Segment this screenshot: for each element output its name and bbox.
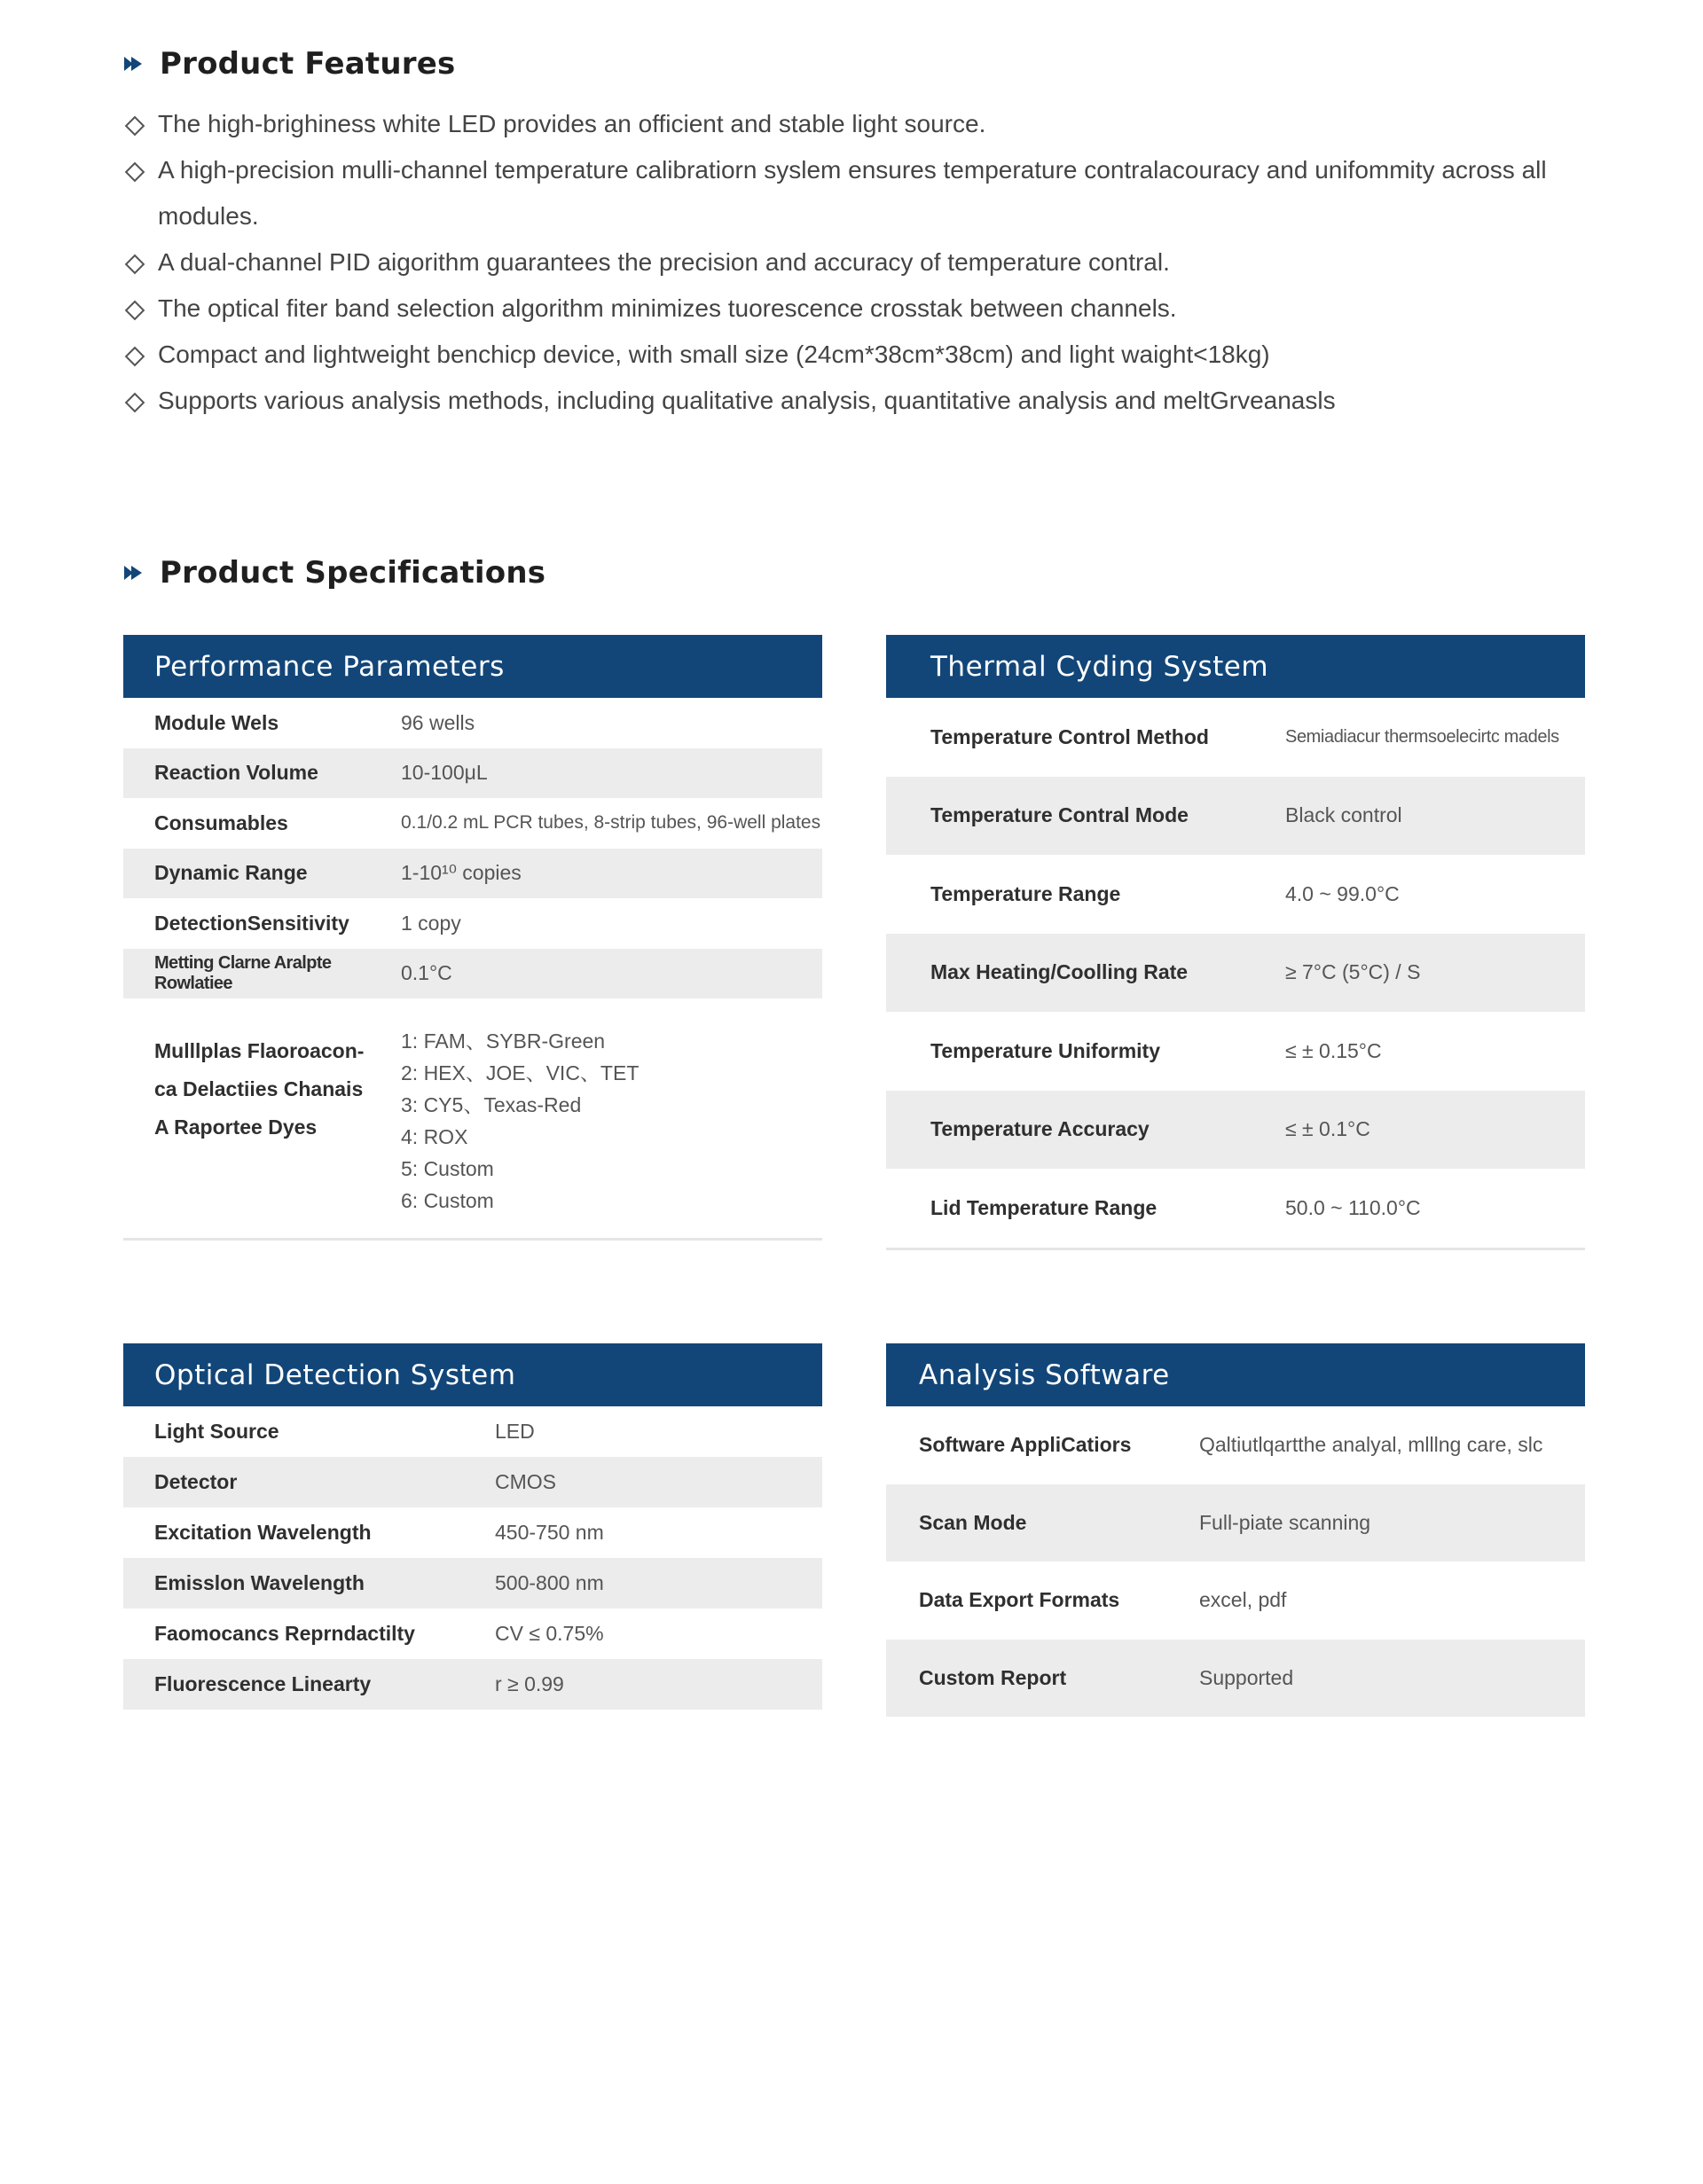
spec-value: r ≥ 0.99 xyxy=(495,1672,564,1695)
performance-parameters-card xyxy=(123,635,822,1241)
spec-key: Emisslon Wavelength xyxy=(154,1571,365,1594)
spec-value: 10-100μL xyxy=(401,761,488,785)
card-rows xyxy=(886,1406,1585,1717)
spec-row xyxy=(123,798,822,849)
spec-value: Black control xyxy=(1285,803,1402,827)
spec-row xyxy=(886,777,1585,856)
specifications-heading xyxy=(122,555,545,591)
feature-item: Supports various analysis methods, including qualitative analysis, quantitative analysis and meltGrveanasls xyxy=(122,378,1586,424)
spec-key: Scan Mode xyxy=(919,1510,1027,1534)
spec-row xyxy=(886,1169,1585,1248)
spec-row xyxy=(123,698,822,748)
spec-key: Lid Temperature Range xyxy=(930,1195,1158,1219)
spec-key: Max Heating/Coolling Rate xyxy=(930,960,1189,984)
spec-row xyxy=(886,1562,1585,1640)
diamond-icon xyxy=(125,254,145,275)
spec-value: ≤ ± 0.15°C xyxy=(1285,1038,1382,1062)
spec-value: CV ≤ 0.75% xyxy=(495,1622,604,1645)
spec-row xyxy=(123,898,822,949)
spec-row-multiplex xyxy=(123,998,822,1238)
spec-row xyxy=(886,698,1585,777)
spec-value: LED xyxy=(495,1420,535,1443)
diamond-icon xyxy=(125,393,145,413)
spec-key: Excitation Wavelength xyxy=(154,1521,372,1544)
spec-key: Faomocancs Reprndactilty xyxy=(154,1622,415,1645)
card-rows xyxy=(886,698,1585,1250)
spec-key: Temperature Range xyxy=(930,881,1121,905)
feature-item: The high-brighiness white LED provides an officient and stable light source. xyxy=(122,101,1586,147)
optical-detection-card xyxy=(123,1343,822,1710)
spec-value: 1 copy xyxy=(401,911,461,935)
spec-key: DetectionSensitivity xyxy=(154,911,349,935)
spec-row xyxy=(123,1507,822,1558)
spec-value: excel, pdf xyxy=(1199,1588,1287,1612)
card-rows xyxy=(123,698,822,1241)
spec-key: Temperature Accuracy xyxy=(930,1117,1150,1141)
spec-row xyxy=(886,1012,1585,1091)
spec-key: Software AppliCatiors xyxy=(919,1433,1132,1457)
spec-row xyxy=(123,949,822,999)
dye-channel: 5: Custom xyxy=(401,1157,494,1180)
spec-row xyxy=(886,1484,1585,1562)
feature-item: Compact and lightweight benchicp device, with small size (24cm*38cm*38cm) and light waight<18kg) xyxy=(122,332,1586,378)
spec-row xyxy=(886,934,1585,1013)
spec-key: Consumables xyxy=(154,810,288,834)
spec-value: Qaltiutlqartthe analyal, mlllng care, slc xyxy=(1199,1433,1543,1457)
feature-item: A dual-channel PID aigorithm guarantees the precision and accuracy of temperature contral. xyxy=(122,239,1586,286)
spec-value: 96 wells xyxy=(401,710,475,734)
spec-row xyxy=(123,1558,822,1609)
spec-value: Semiadiacur thermsoelecirtc madels xyxy=(1285,726,1559,747)
spec-value: 4.0 ~ 99.0°C xyxy=(1285,881,1400,905)
spec-value: ≥ 7°C (5°C) / S xyxy=(1285,960,1421,984)
spec-value: CMOS xyxy=(495,1470,556,1493)
spec-key: Temperature Uniformity xyxy=(930,1038,1161,1062)
spec-key: Detector xyxy=(154,1470,238,1493)
spec-key: Mulllplas Flaoroacon- ca Delactiies Chanais A Raportee Dyes xyxy=(154,1039,365,1139)
spec-row xyxy=(123,1659,822,1710)
spec-row xyxy=(123,1609,822,1659)
dye-channel: 6: Custom xyxy=(401,1189,494,1212)
spec-key: Reaction Volume xyxy=(154,761,318,785)
spec-value: 50.0 ~ 110.0°C xyxy=(1285,1195,1421,1219)
spec-value: 0.1/0.2 mL PCR tubes, 8-strip tubes, 96-well plates xyxy=(401,812,821,834)
spec-value: 1-10¹⁰ copies xyxy=(401,861,522,885)
diamond-icon xyxy=(125,116,145,137)
dye-channel: 3: CY5、Texas-Red xyxy=(401,1093,582,1116)
features-list xyxy=(122,101,1586,424)
spec-value: 0.1°C xyxy=(401,961,452,985)
spec-key: Metting Clarne Aralpte Rowlatiee xyxy=(154,952,332,993)
card-header: Thermal Cyding System xyxy=(886,635,1585,698)
spec-row xyxy=(886,1640,1585,1718)
spec-value: Supported xyxy=(1199,1665,1294,1689)
spec-value: ≤ ± 0.1°C xyxy=(1285,1117,1370,1141)
features-title: Product Features xyxy=(160,46,456,82)
diamond-icon xyxy=(125,347,145,367)
double-arrow-icon xyxy=(122,55,145,73)
spec-key: Dynamic Range xyxy=(154,861,308,885)
spec-key: Temperature Contral Mode xyxy=(930,803,1189,827)
spec-key: Temperature Control Method xyxy=(930,724,1209,748)
diamond-icon xyxy=(125,162,145,183)
spec-key: Data Export Formats xyxy=(919,1588,1120,1612)
double-arrow-icon xyxy=(122,564,145,582)
thermal-cycling-card xyxy=(886,635,1585,1250)
spec-value-list xyxy=(401,1025,822,1217)
dye-channel: 1: FAM、SYBR-Green xyxy=(401,1029,606,1053)
features-heading xyxy=(122,46,455,82)
feature-item: The optical fiter band selection algorithm minimizes tuorescence crosstak between channels. xyxy=(122,286,1586,332)
spec-row xyxy=(886,855,1585,934)
spec-row xyxy=(123,748,822,799)
analysis-software-card xyxy=(886,1343,1585,1717)
card-header: Performance Parameters xyxy=(123,635,822,698)
diamond-icon xyxy=(125,301,145,321)
spec-value: Full-piate scanning xyxy=(1199,1510,1371,1534)
spec-row xyxy=(123,849,822,899)
dye-channel: 2: HEX、JOE、VIC、TET xyxy=(401,1061,640,1084)
spec-key: Light Source xyxy=(154,1420,279,1443)
spec-row xyxy=(886,1406,1585,1484)
spec-key: Custom Report xyxy=(919,1665,1067,1689)
spec-value: 450-750 nm xyxy=(495,1521,604,1544)
spec-value: 500-800 nm xyxy=(495,1571,604,1594)
specifications-title: Product Specifications xyxy=(160,555,546,591)
spec-row xyxy=(123,1406,822,1457)
dye-channel: 4: ROX xyxy=(401,1125,468,1148)
spec-key: Fluorescence Linearty xyxy=(154,1672,372,1695)
spec-row xyxy=(886,1091,1585,1170)
feature-item: A high-precision mulli-channel temperature calibratiorn syslem ensures temperature contralacouracy and unifommity across all modules. xyxy=(122,147,1586,239)
card-header: Optical Detection System xyxy=(123,1343,822,1406)
spec-key: Module Wels xyxy=(154,710,279,734)
card-header: Analysis Software xyxy=(886,1343,1585,1406)
card-rows xyxy=(123,1406,822,1710)
spec-row xyxy=(123,1457,822,1507)
